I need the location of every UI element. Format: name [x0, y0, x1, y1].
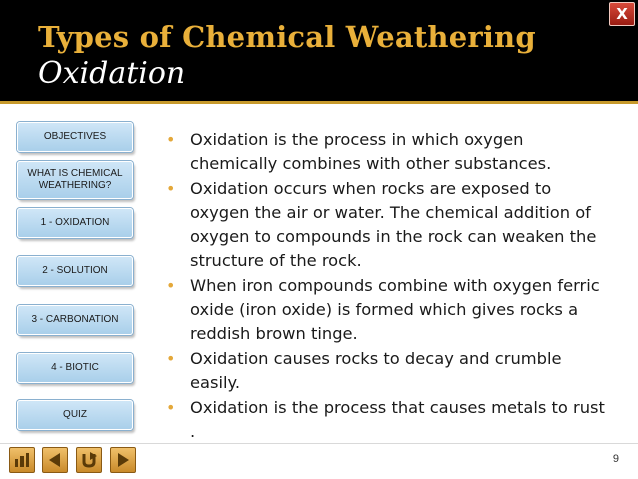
bullet-text: Oxidation occurs when rocks are exposed to oxygen the air or water. The chemical addition of oxygen to compounds in the rock can weaken the structure of the rock. — [190, 179, 597, 270]
back-button[interactable] — [42, 447, 68, 473]
close-button[interactable]: X — [609, 2, 635, 26]
bullet-item — [166, 274, 606, 346]
nav-solution-button[interactable]: 2 - SOLUTION — [17, 256, 133, 286]
return-button[interactable] — [76, 447, 102, 473]
nav-oxidation-button[interactable]: 1 - OXIDATION — [17, 208, 133, 238]
bullet-item — [166, 128, 606, 176]
bullet-text: Oxidation causes rocks to decay and crumble easily. — [190, 349, 562, 392]
bullet-icon: • — [166, 130, 176, 149]
home-button[interactable] — [9, 447, 35, 473]
forward-button[interactable] — [110, 447, 136, 473]
bullet-icon: • — [166, 349, 176, 368]
forward-icon — [114, 451, 132, 469]
bullet-item — [166, 177, 606, 273]
back-icon — [46, 451, 64, 469]
bullet-item — [166, 396, 606, 444]
nav-carbonation-button[interactable]: 3 - CARBONATION — [17, 305, 133, 335]
bullet-text: Oxidation is the process that causes metals to rust . — [190, 398, 605, 441]
bullet-icon: • — [166, 276, 176, 295]
bullet-item — [166, 347, 606, 395]
slide-subtitle: Oxidation — [38, 56, 186, 91]
nav-what-is-chemical-weathering-button[interactable]: WHAT IS CHEMICAL WEATHERING? — [17, 161, 133, 199]
bullet-text: When iron compounds combine with oxygen ferric oxide (iron oxide) is formed which gives rocks a reddish brown tinge. — [190, 276, 600, 343]
nav-quiz-button[interactable]: QUIZ — [17, 400, 133, 430]
nav-objectives-button[interactable]: OBJECTIVES — [17, 122, 133, 152]
home-icon — [13, 451, 31, 469]
slide-header — [0, 0, 638, 104]
nav-biotic-button[interactable]: 4 - BIOTIC — [17, 353, 133, 383]
bullet-text: Oxidation is the process in which oxygen chemically combines with other substances. — [190, 130, 552, 173]
return-icon — [80, 451, 98, 469]
bullet-list — [166, 128, 606, 445]
slide-title: Types of Chemical Weathering — [38, 20, 536, 54]
bullet-icon: • — [166, 398, 176, 417]
bullet-icon: • — [166, 179, 176, 198]
page-number: 9 — [612, 453, 619, 465]
